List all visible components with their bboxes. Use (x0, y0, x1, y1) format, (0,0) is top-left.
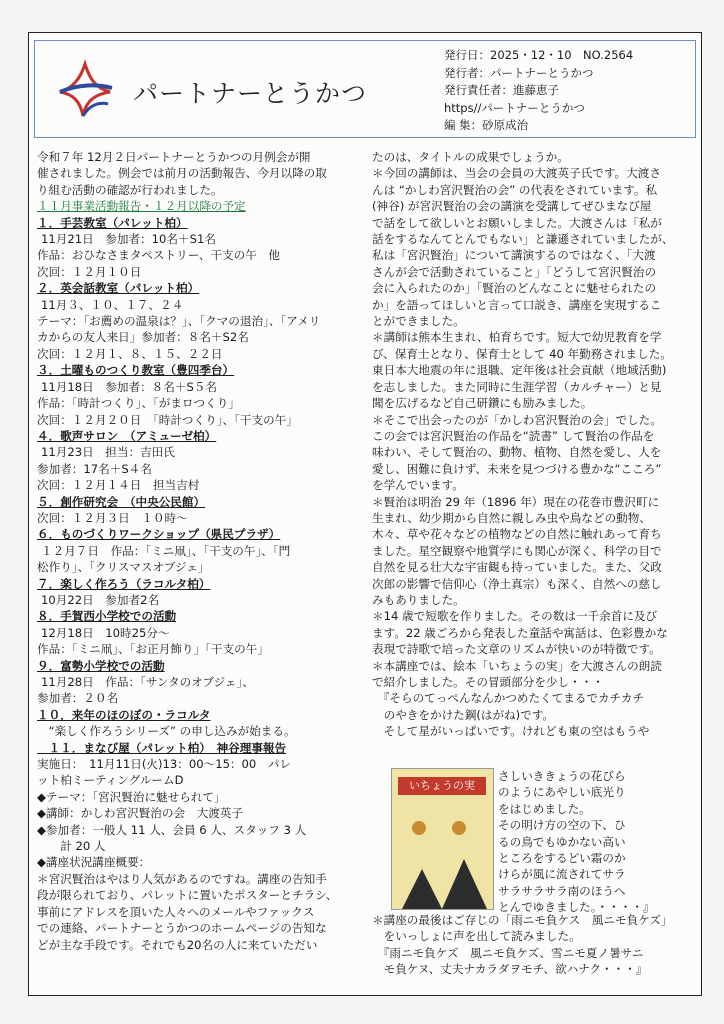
text-line: この会では宮沢賢治の作品を“読書” して賢治の作品を (372, 428, 655, 443)
text-line: を志しました。また同時に生涯学習（カルチャー）と見 (372, 379, 662, 394)
text-line: とんでゆきました。・・・・』 (498, 900, 655, 915)
text-line: １．手芸教室（パレット柏） (37, 215, 188, 230)
text-line: みもありました。 (372, 592, 465, 607)
text-line: ＊講座の最後はご存じの「雨ニモ負ケス 風ニモ負ケズ」 (372, 913, 673, 927)
text-line: ＊そこで出会ったのが「かしわ宮沢賢治の会」でした。 (372, 412, 662, 427)
text-line: ◆講師：かしわ宮沢賢治の会 大渡英子 (37, 806, 244, 821)
issue-date: 発行日：2025・12・10 NO.2564 (444, 48, 634, 62)
text-line: 作品：「ミニ凧」、「お正月飾り」「干支の午」 (37, 642, 269, 657)
publisher: 発行者：パートナーとうかつ (444, 65, 594, 80)
text-line: ます。22 歳ごろから発表した童話や寓話は、色彩豊かな (372, 625, 668, 640)
text-line: 次回：１２月１４日 担当吉村 (37, 478, 200, 493)
text-line: 『雨ニモ負ケズ 風ニモ負ケズ、雪ニモ夏ノ暑サニ (372, 945, 644, 960)
text-line: 11月18日 参加者：８名＋S５名 (41, 379, 217, 394)
text-line: テーマ：「お薦めの温泉は？」、「クマの退治」、「アメリ (37, 314, 321, 329)
text-line: さしいききょうの花びら (498, 769, 626, 783)
text-line: カからの友人来日」参加者：８名＋S2名 (37, 330, 249, 345)
text-line: をいっしょに声を出して読みました。 (372, 929, 581, 944)
book-title: いちょうの実 (398, 777, 486, 795)
text-line: 計 20 人 (37, 839, 106, 854)
text-line: をはじめました。 (498, 801, 591, 816)
editor: 編 集：砂原成治 (444, 118, 529, 132)
text-line: 参加者：17名＋S４名 (37, 461, 152, 476)
book-excerpt-continued (498, 768, 698, 916)
text-line: 味わい、そして賢治の、動物、植物、自然を愛し、人を (372, 445, 662, 460)
text-line: 次回：１２月３日 １０時～ (37, 510, 188, 525)
logo-icon (50, 58, 120, 122)
closing-text (372, 912, 698, 978)
text-line: で話をして欲しいとお願いしました。大渡さんは「私が (372, 215, 662, 230)
newsletter-title: パートナーとうかつ (133, 79, 368, 108)
text-line: ＊14 歳で短歌を作りました。その数は一千余首に及び (372, 609, 658, 624)
text-line: 11月23日 担当：吉田氏 (41, 445, 175, 460)
text-line: 次回：１２月１、８、１５、２２日 (37, 346, 223, 361)
text-line: とができました。 (372, 314, 465, 329)
text-line: 段が限られており、パレットに置いたポスターとチラシ、 (37, 888, 338, 903)
text-line: その明け方の空の下、ひ (498, 818, 626, 833)
text-line: 作品：おひなさまタペストリー、干支の午 他 (37, 248, 281, 263)
text-line: ＊宮沢賢治はやはり人気があるのですね。講座の告知手 (37, 871, 327, 886)
text-line: ＊賢治は明治 29 年（1896 年）現在の花巻市豊沢町に (372, 494, 660, 509)
text-line: り組む活動の確認が行われました。 (37, 182, 223, 197)
text-line: どが主な手段です。それでも20名の人に来ていただい (37, 937, 318, 952)
text-line: 参加者：２０名 (37, 691, 119, 706)
illustration-face (452, 821, 466, 835)
text-line: けらが風に流されてサラ (498, 867, 626, 882)
text-line: １０．来年のほのぼの・ラコルタ (37, 707, 211, 722)
left-column (37, 149, 357, 953)
text-line: 会に入られたのか」「賢治のどんなことに魅せられたの (372, 281, 657, 296)
text-line: ＊今回の講師は、当会の会員の大渡英子氏です。大渡さ (372, 166, 661, 181)
text-line: 東日本大地震の年に退職、定年後は社会貢献（地域活動) (372, 363, 667, 378)
text-line: ＊本講座では、絵本「いちょうの実」を大渡さんの朗読 (372, 658, 662, 673)
text-line: サラサラサラ南のほうへ (498, 883, 626, 898)
text-line: か」を語ってほしいと言って口説き、講座を実現するこ (372, 297, 662, 312)
text-line: ６．ものづくりワークショップ（県民プラザ） (37, 527, 281, 542)
text-line: 実施日： 11月11日(火)13：00～15：00 パレ (37, 757, 292, 772)
website-url: https//パートナーとうかつ (444, 100, 585, 115)
text-line: １２月７日 作品：「ミニ凧」、「干支の午」、「門 (41, 543, 291, 558)
tree-illustration (392, 849, 493, 909)
text-line: 作品：「時計つくり」、「がまロつくり」 (37, 396, 240, 411)
text-line: １１．まなび屋（パレット柏） 神谷理事報告 (37, 740, 287, 755)
text-line: のやきをかけた鋼(はがね)です。 (372, 707, 555, 722)
text-line: 聞を広げるなど自己研鑽にも励みました。 (372, 396, 593, 411)
text-line: ＊講師は熊本生まれ、柏育ちです。短大で幼児教育を学 (372, 330, 662, 345)
text-line: 12月18日 10時25分～ (41, 625, 170, 640)
text-line: たのは、タイトルの成果でしょうか。 (372, 150, 569, 164)
text-line: を学んでいます。 (372, 478, 464, 493)
text-line: んは “かしわ宮沢賢治の会” の代表をされています。私 (372, 182, 658, 197)
text-line: ５．創作研究会 （中央公民館） (37, 494, 206, 509)
text-line: 11月21日 参加者：10名＋S1名 (41, 232, 216, 247)
text-line: ◆講座状況講座概要： (37, 855, 151, 870)
text-line: 10月22日 参加者2名 (41, 592, 160, 607)
text-line: のようにあやしい底光り (498, 785, 626, 800)
text-line: そして星がいっぱいです。けれども東の空はもうや (372, 724, 650, 739)
text-line: ９．富勢小学校での活動 (37, 658, 165, 673)
text-line: 次回：１２月１０日 (37, 264, 142, 279)
text-line: ました。星空観察や地質学にも関心が深く、科学の目で (372, 543, 662, 558)
text-line: 私は「宮沢賢治」について講演するのではなく、「大渡 (372, 248, 656, 263)
text-line: 令和７年 12月２日パートナーとうかつの月例会が開 (37, 150, 311, 164)
text-line: ７．楽しく作ろう（ラコルタ柏） (37, 576, 211, 591)
text-line: 催されました。例会では前月の活動報告、今月以降の取 (37, 166, 327, 181)
text-line: (神谷) が宮沢賢治の会の講演を受講してぜひまなび屋 (372, 199, 652, 214)
text-line: 『そらのてっぺんなんかつめたくてまるでカチカチ (372, 691, 645, 706)
text-line: ◆テーマ：「宮沢賢治に魅せられて」 (37, 789, 226, 804)
text-line: ところをするどい霜のか (498, 851, 626, 866)
text-line: 愛し、困難に負けず、未来を見つづける豊かな“こころ” (372, 461, 662, 476)
text-line: 表現で詩歌で培った文章のリズムが快いのが特徴です。 (372, 642, 661, 657)
text-line: 次回：１２月２０日 「時計つくり」、「干支の午」 (37, 412, 298, 427)
text-line: １１月事業活動報告・１２月以降の予定 (37, 199, 246, 214)
text-line: さんが会で活動されていること」「どうして宮沢賢治の (372, 264, 657, 279)
text-line: での連絡、パートナーとうかつのホームページの告知な (37, 921, 327, 936)
text-line: ４．歌声サロン （アミューゼ柏） (37, 428, 217, 443)
text-line: 次郎の影響で信仰心（浄土真宗）も深く、自然への慈し (372, 576, 662, 591)
text-line: 11月３、１０、１７、２４ (41, 297, 184, 312)
text-line: 事前にアドレスを頂いた人々へのメールやファックス (37, 904, 315, 919)
text-line: ３．土曜ものつくり教室（豊四季台） (37, 363, 235, 378)
text-line: び、保育士となり、保育士として 40 年勤務されました。 (372, 346, 672, 361)
text-line: 自然を見る壮大な宇宙観も持っていました。また、父政 (372, 560, 662, 575)
responsible-person: 発行責任者：進藤恵子 (444, 83, 559, 97)
text-line: モ負ケヌ、丈夫ナカラダヲモチ、欲ハナク・・・』 (372, 962, 648, 977)
text-line: ８．手賀西小学校での活動 (37, 609, 177, 624)
issue-info (444, 47, 694, 135)
text-line: 松作り」、「クリスマスオブジェ」 (37, 560, 210, 575)
text-line: 木々、草や花々などの植物などの自然に触れあって育ち (372, 527, 662, 542)
illustration-face (412, 821, 426, 835)
text-line: 11月28日 作品：「サンタのオブジェ」、 (41, 675, 254, 689)
text-line: るの鳥でもゆかない高い (498, 834, 626, 849)
text-line: ◆参加者：一般人 11 人、会員 6 人、スタッフ 3 人 (37, 822, 307, 837)
text-line: で紹介しました。その冒頭部分を少し・・・ (372, 675, 604, 689)
text-line: 生まれ、幼少期から自然に親しみ虫や鳥などの動物、 (372, 510, 651, 525)
book-cover-image (391, 768, 494, 910)
text-line: ット柏ミーティングルームD (37, 773, 184, 788)
text-line: 話をするなんてとんでもない」と謙遜されていましたが、 (372, 232, 674, 247)
text-line: ２．英会話教室（パレット柏） (37, 281, 200, 296)
text-line: “楽しく作ろうシリーズ” の申し込みが始まる。 (37, 724, 296, 739)
right-column (372, 149, 698, 740)
